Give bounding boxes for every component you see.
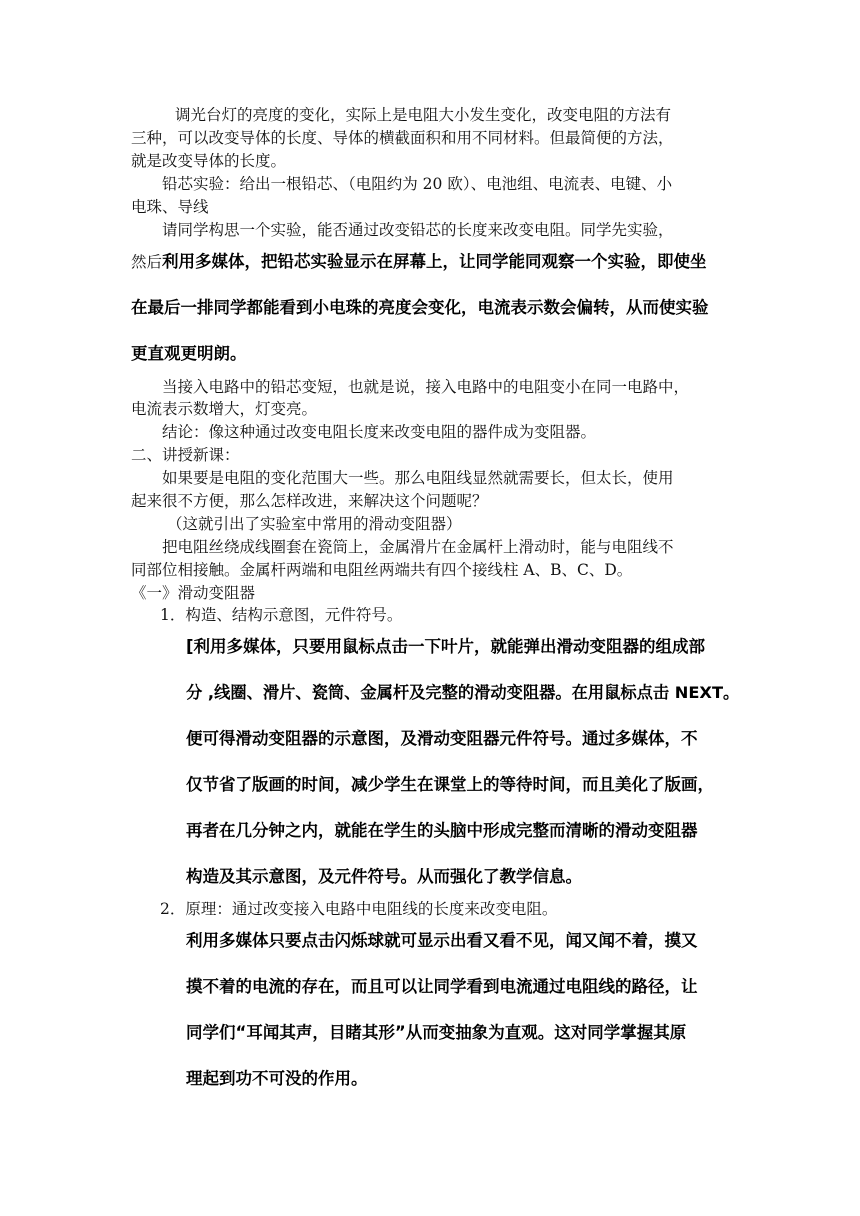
paragraph-text: 然后 [131, 253, 163, 271]
list-item: 1．构造、结构示意图，元件符号。 [160, 606, 403, 624]
paragraph-line: 如果要是电阻的变化范围大一些。那么电阻线显然就需要长，但太长，使用 [162, 469, 674, 487]
emphasis-line: 理起到功不可没的作用。 [186, 1069, 368, 1088]
emphasis-line: 分 ,线圈、滑片、瓷筒、金属杆及完整的滑动变阻器。在用鼠标点击 NEXT。 [186, 683, 740, 702]
emphasis-text: 利用多媒体，把铅芯实验显示在屏幕上，让同学能同观察一个实验，即使坐 [162, 252, 707, 271]
paragraph-line: 起来很不方便，那么怎样改进，来解决这个问题呢？ [131, 492, 488, 510]
emphasis-line: 便可得滑动变阻器的示意图，及滑动变阻器元件符号。通过多媒体，不 [186, 729, 698, 748]
paragraph-line: 把电阻丝绕成线圈套在瓷筒上，金属滑片在金属杆上滑动时，能与电阻线不 [162, 538, 674, 556]
emphasis-line: 再者在几分钟之内，就能在学生的头脑中形成完整而清晰的滑动变阻器 [186, 821, 698, 840]
emphasis-line: 摸不着的电流的存在，而且可以让同学看到电流通过电阻线的路径，让 [186, 977, 698, 996]
paragraph-line: 三种，可以改变导体的长度、导体的横截面积和用不同材料。但最简便的方法， [131, 129, 674, 147]
emphasis-line: 更直观更明朗。 [131, 344, 247, 363]
paragraph-line: 同部位相接触。金属杆两端和电阻丝两端共有四个接线柱 A、B、C、D。 [131, 561, 633, 579]
emphasis-line: [利用多媒体，只要用鼠标点击一下叶片，就能弹出滑动变阻器的组成部 [186, 637, 706, 656]
paragraph-line: 调光台灯的亮度的变化，实际上是电阻大小发生变化，改变电阻的方法有 [175, 106, 672, 124]
emphasis-line: 利用多媒体只要点击闪烁球就可显示出看又看不见，闻又闻不着，摸又 [186, 931, 698, 950]
paragraph-line: 电珠、导线 [131, 198, 209, 216]
section-heading: 二、讲授新课： [131, 446, 240, 464]
subsection-heading: 《一》滑动变阻器 [131, 584, 256, 602]
emphasis-line: 构造及其示意图，及元件符号。从而强化了教学信息。 [186, 867, 582, 886]
emphasis-line: 仅节省了版画的时间，减少学生在课堂上的等待时间，而且美化了版画， [186, 775, 714, 794]
list-item: 2．原理：通过改变接入电路中电阻线的长度来改变电阻。 [160, 900, 558, 918]
paragraph-line: 当接入电路中的铅芯变短，也就是说，接入电路中的电阻变小在同一电路中， [162, 378, 690, 396]
paragraph-line: 结论：像这种通过改变电阻长度来改变电阻的器件成为变阻器。 [162, 423, 597, 441]
paragraph-line: 请同学构思一个实验，能否通过改变铅芯的长度来改变电阻。同学先实验， [162, 221, 674, 239]
paragraph-line: 就是改变导体的长度。 [131, 152, 287, 170]
paragraph-line: 电流表示数增大，灯变亮。 [131, 400, 318, 418]
emphasis-line: 在最后一排同学都能看到小电珠的亮度会变化，电流表示数会偏转，从而使实验 [131, 298, 709, 317]
paragraph-line: 铅芯实验：给出一根铅芯、（电阻约为 20 欧）、电池组、电流表、电键、小 [162, 175, 673, 193]
paragraph-line-mixed [131, 250, 707, 274]
paragraph-line: （这就引出了实验室中常用的滑动变阻器） [167, 515, 462, 533]
emphasis-line: 同学们“耳闻其声，目睹其形”从而变抽象为直观。这对同学掌握其原 [186, 1023, 687, 1042]
